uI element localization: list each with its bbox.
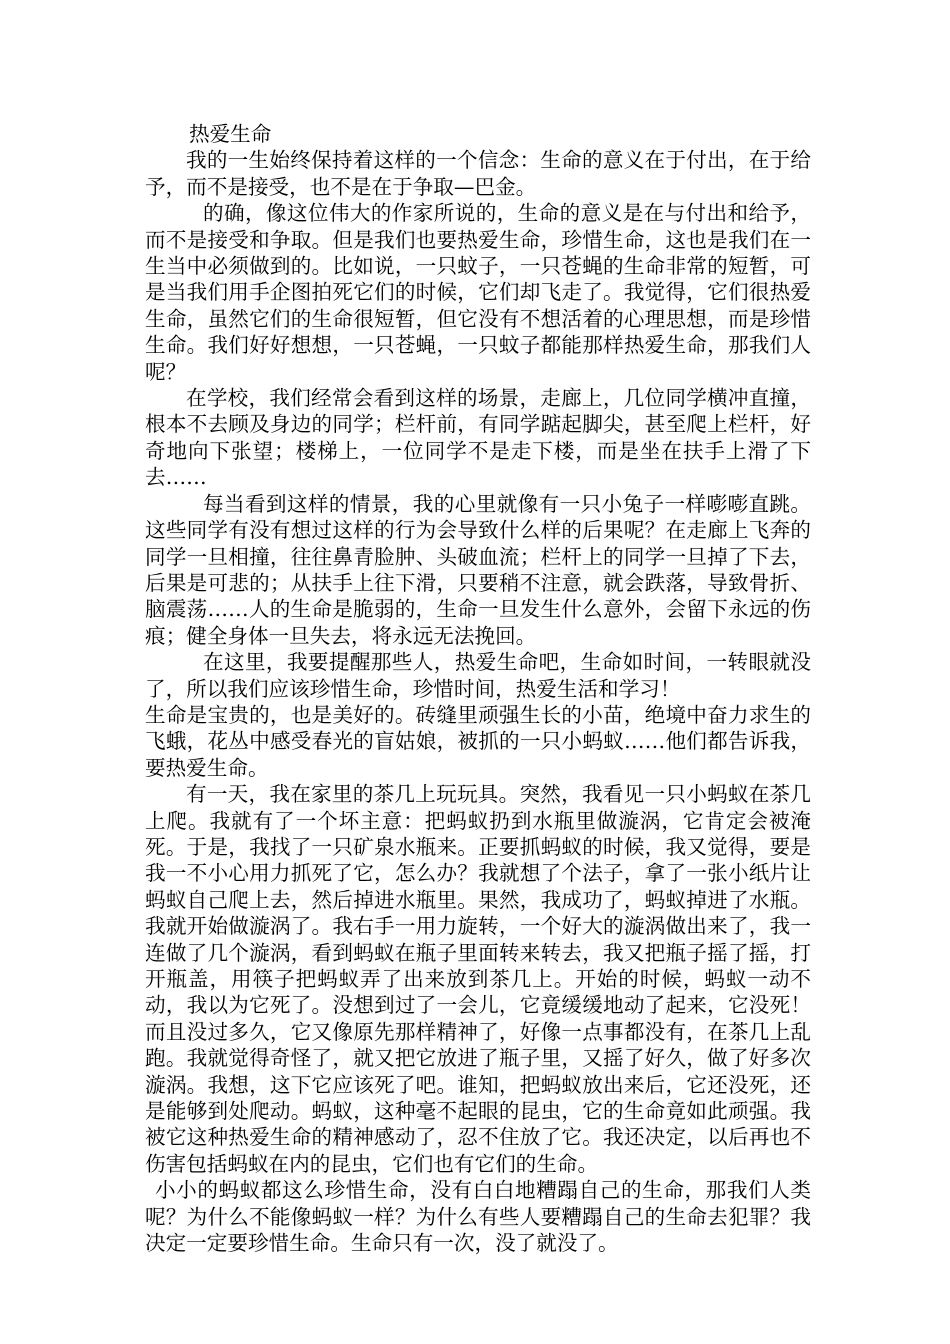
paragraph-2: 的确，像这位伟大的作家所说的，生命的意义是在与付出和给予，而不是接受和争取。但是我们也要热爱生命，珍惜生命，这也是我们在一生当中必须做到的。比如说，一只蚊子，一只苍蝇的生命非常的短暂，可是当我们用手企图拍死它们的时候，它们却飞走了。我觉得，它们很热爱生命，虽然它们的生命很短暂，但它没有不想活着的心理思想，而是珍惜生命。我们好好想想，一只苍蝇，一只蚊子都能那样热爱生命，那我们人呢？ xyxy=(145,201,811,384)
paragraph-1: 我的一生始终保持着这样的一个信念：生命的意义在于付出，在于给予，而不是接受，也不是在于争取—巴金。 xyxy=(145,148,811,199)
paragraph-3: 在学校，我们经常会看到这样的场景，走廊上，几位同学横冲直撞，根本不去顾及身边的同学；栏杆前，有同学踮起脚尖，甚至爬上栏杆，好奇地向下张望；楼梯上，一位同学不是走下楼，而是坐在扶手上滑了下去…… xyxy=(145,386,811,490)
essay-body xyxy=(145,121,811,1256)
paragraph-8: 小小的蚂蚁都这么珍惜生命，没有白白地糟蹋自己的生命，那我们人类呢？为什么不能像蚂蚁一样？为什么有些人要糟蹋自己的生命去犯罪？我决定一定要珍惜生命。生命只有一次，没了就没了。 xyxy=(145,1178,811,1256)
paragraph-6: 生命是宝贵的，也是美好的。砖缝里顽强生长的小苗，绝境中奋力求生的飞蛾，花丛中感受春光的盲姑娘，被抓的一只小蚂蚁……他们都告诉我，要热爱生命。 xyxy=(145,702,811,780)
paragraph-7: 有一天，我在家里的茶几上玩玩具。突然，我看见一只小蚂蚁在茶几上爬。我就有了一个坏主意：把蚂蚁扔到水瓶里做漩涡，它肯定会被淹死。于是，我找了一只矿泉水瓶来。正要抓蚂蚁的时候，我又觉得，要是我一不小心用力抓死了它，怎么办？我就想了个法子，拿了一张小纸片让蚂蚁自己爬上去，然后掉进水瓶里。果然，我成功了，蚂蚁掉进了水瓶。我就开始做漩涡了。我右手一用力旋转，一个好大的漩涡做出来了，我一连做了几个漩涡，看到蚂蚁在瓶子里面转来转去，我又把瓶子摇了摇，打开瓶盖，用筷子把蚂蚁弄了出来放到茶几上。开始的时候，蚂蚁一动不动，我以为它死了。没想到过了一会儿，它竟缓缓地动了起来，它没死！而且没过多久，它又像原先那样精神了，好像一点事都没有，在茶几上乱跑。我就觉得奇怪了，就又把它放进了瓶子里，又摇了好久，做了好多次漩涡。我想，这下它应该死了吧。谁知，把蚂蚁放出来后，它还没死，还是能够到处爬动。蚂蚁，这种毫不起眼的昆虫，它的生命竟如此顽强。我被它这种热爱生命的精神感动了，忍不住放了它。我还决定，以后再也不伤害包括蚂蚁在内的昆虫，它们也有它们的生命。 xyxy=(145,782,811,1176)
paragraph-4: 每当看到这样的情景，我的心里就像有一只小兔子一样嘭嘭直跳。这些同学有没有想过这样的行为会导致什么样的后果呢？在走廊上飞奔的同学一旦相撞，往往鼻青脸肿、头破血流；栏杆上的同学一旦掉了下去，后果是可悲的；从扶手上往下滑，只要稍不注意，就会跌落，导致骨折、脑震荡……人的生命是脆弱的，生命一旦发生什么意外，会留下永远的伤痕；健全身体一旦失去，将永远无法挽回。 xyxy=(145,491,811,648)
paragraph-5: 在这里，我要提醒那些人，热爱生命吧，生命如时间，一转眼就没了，所以我们应该珍惜生命，珍惜时间，热爱生活和学习！ xyxy=(145,650,811,701)
essay-title: 热爱生命 xyxy=(189,122,272,146)
